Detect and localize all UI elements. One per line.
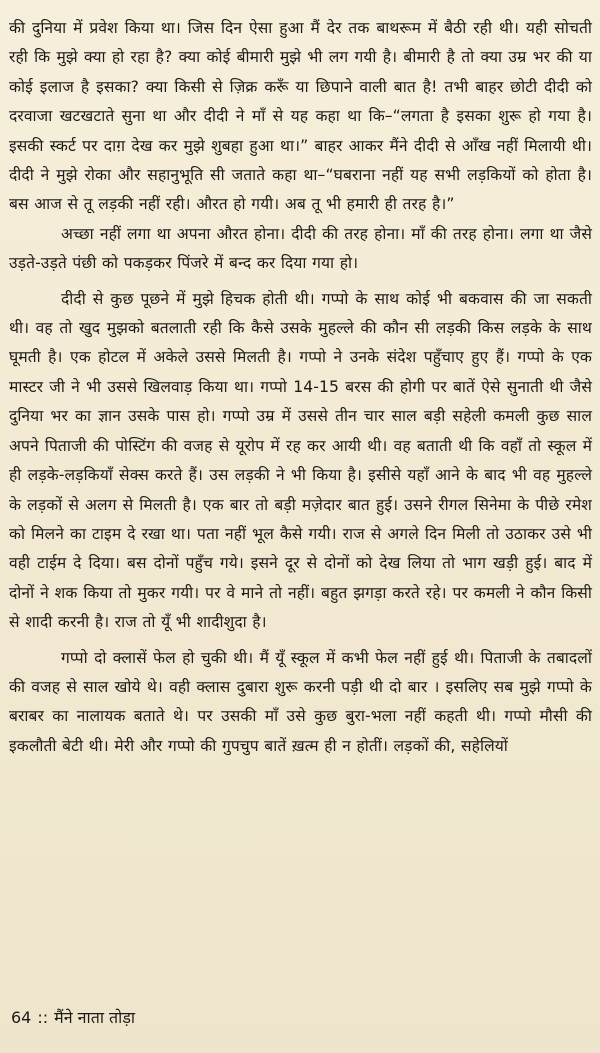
footer-separator: :: bbox=[37, 1008, 49, 1027]
page-number: 64 bbox=[11, 1008, 32, 1027]
page-body-text bbox=[9, 14, 592, 761]
paragraph-3: दीदी से कुछ पूछने में मुझे हिचक होती थी। गप्पो के साथ कोई भी बकवास की जा सकती थी। वह तो खुद मुझको बतलाती रही कि कैसे उसके मुहल्ले की कौन सी लड़की किस लड़के के साथ घूमती है। एक होटल में अकेले उससे मिलती है। गप्पो ने उनके संदेश पहुँचाए हुए हैं। गप्पो के एक मास्टर जी ने भी उससे खिलवाड़ किया था। गप्पो 14-15 बरस की होगी पर बातें ऐसे सुनाती थी जैसे दुनिया भर का ज्ञान उसके पास हो। गप्पो उम्र में उससे तीन चार साल बड़ी सहेली कमली कुछ साल अपने पिताजी की पोस्टिंग की वजह से यूरोप में रह कर आयी थी। वह बताती थी कि वहाँ तो स्कूल में ही लड़के-लड़कियाँ सेक्स करते हैं। उस लड़की ने भी किया है। इसीसे यहाँ आने के बाद भी वह मुहल्ले के लड़कों से अलग से मिलती है। एक बार तो बड़ी मज़ेदार बात हुई। उसने रीगल सिनेमा के पीछे रमेश को मिलने का टाइम दे रखा था। पता नहीं भूल कैसे गयी। राज से अगले दिन मिली तो उठाकर उसे भी वही टाईम दे दिया। बस दोनों पहुँच गये। इसने दूर से दोनों को देख लिया तो भाग खड़ी हुई। बाद में दोनों ने शक किया तो मुकर गयी। पर वे माने तो नहीं। बहुत झगड़ा करते रहे। पर कमली ने कौन किसी से शादी करनी है। राज तो यूँ भी शादीशुदा है। bbox=[9, 289, 592, 632]
page-footer bbox=[11, 1006, 135, 1030]
paragraph-2: अच्छा नहीं लगा था अपना औरत होना। दीदी की तरह होना। माँ की तरह होना। लगा था जैसे उड़ते-उड़ते पंछी को पकड़कर पिंजरे में बन्द कर दिया गया हो। bbox=[9, 224, 592, 273]
running-book-title: मैंने नाता तोड़ा bbox=[54, 1008, 136, 1027]
paragraph-1: की दुनिया में प्रवेश किया था। जिस दिन ऐसा हुआ मैं देर तक बाथरूम में बैठी रही थी। यही सोचती रही कि मुझे क्या हो रहा है? क्या कोई बीमारी मुझे भी लग गयी है। बीमारी है तो क्या उम्र भर की या कोई इलाज है इसका? क्या किसी से ज़िक्र करूँ या छिपाने वाली बात है! तभी बाहर छोटी दीदी को दरवाजा खटखटाते सुना था और दीदी ने माँ से यह कहा था कि–“लगता है इसका शुरू हो गया है। इसकी स्कर्ट पर दाग़ देख कर मुझे शुबहा हुआ था।” बाहर आकर मैंने दीदी से आँख नहीं मिलायी थी। दीदी ने मुझे रोका और सहानुभूति सी जताते कहा था–“घबराना नहीं यह सभी लड़कियों को होता है। बस आज से तू लड़की नहीं रही। औरत हो गयी। अब तू भी हमारी ही तरह है।” bbox=[9, 19, 592, 214]
paragraph-4: गप्पो दो क्लासें फेल हो चुकी थी। मैं यूँ स्कूल में कभी फेल नहीं हुई थी। पिताजी के तबादलों की वजह से साल खोये थे। वही क्लास दुबारा शुरू करनी पड़ी थी दो बार । इसलिए सब मुझे गप्पो के बराबर का नालायक बताते थे। पर उसकी माँ उसे कुछ बुरा-भला नहीं कहती थी। गप्पो मौसी की इकलौती बेटी थी। मेरी और गप्पो की गुपचुप बातें ख़त्म ही न होतीं। लड़कों की, सहेलियों bbox=[9, 648, 592, 755]
